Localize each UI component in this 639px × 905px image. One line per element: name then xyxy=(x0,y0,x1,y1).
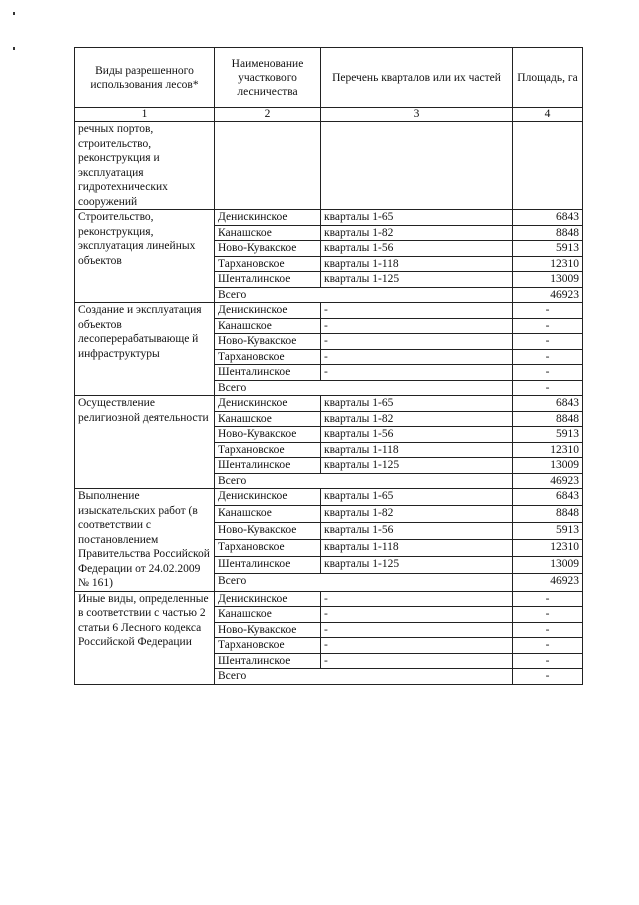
area-value: - xyxy=(513,622,583,638)
area-value: 6843 xyxy=(513,396,583,412)
total-label: Всего xyxy=(215,287,513,303)
quarters-list: - xyxy=(321,591,513,607)
total-area: - xyxy=(513,669,583,685)
forestry-name: Канашское xyxy=(215,225,321,241)
total-area: 46923 xyxy=(513,287,583,303)
table-row xyxy=(75,303,583,319)
forestry-name: Денискинское xyxy=(215,489,321,506)
area-value: - xyxy=(513,607,583,623)
area-value: - xyxy=(513,334,583,350)
header-row xyxy=(75,48,583,108)
area-value: - xyxy=(513,349,583,365)
total-label: Всего xyxy=(215,669,513,685)
area-value: 5913 xyxy=(513,523,583,540)
area-value: 8848 xyxy=(513,225,583,241)
table-body xyxy=(75,122,583,685)
area-value: - xyxy=(513,591,583,607)
quarters-list: кварталы 1-65 xyxy=(321,396,513,412)
activity-type: Осуществление религиозной деятельности xyxy=(75,396,215,489)
forestry-name: Шенталинское xyxy=(215,272,321,288)
forestry-name: Ново-Кувакское xyxy=(215,427,321,443)
area-value: 8848 xyxy=(513,506,583,523)
empty-cell xyxy=(321,122,513,210)
total-label: Всего xyxy=(215,574,513,591)
total-area: - xyxy=(513,380,583,396)
forestry-name: Денискинское xyxy=(215,303,321,319)
quarters-list: - xyxy=(321,365,513,381)
forestry-name: Ново-Кувакское xyxy=(215,523,321,540)
forestry-name: Канашское xyxy=(215,607,321,623)
forestry-name: Ново-Кувакское xyxy=(215,241,321,257)
forestry-name: Ново-Кувакское xyxy=(215,622,321,638)
table-row xyxy=(75,210,583,226)
quarters-list: кварталы 1-65 xyxy=(321,210,513,226)
total-label: Всего xyxy=(215,473,513,489)
area-value: 13009 xyxy=(513,458,583,474)
quarters-list: кварталы 1-118 xyxy=(321,442,513,458)
forestry-name: Денискинское xyxy=(215,591,321,607)
column-number: 1 xyxy=(75,108,215,122)
area-value: 8848 xyxy=(513,411,583,427)
scan-speck-bottom xyxy=(13,47,15,50)
activity-type: Строительство, реконструкция, эксплуатация линейных объектов xyxy=(75,210,215,303)
quarters-list: - xyxy=(321,638,513,654)
area-value: 6843 xyxy=(513,210,583,226)
forestry-name: Тархановское xyxy=(215,349,321,365)
forestry-name: Денискинское xyxy=(215,396,321,412)
area-value: 13009 xyxy=(513,272,583,288)
forestry-name: Канашское xyxy=(215,318,321,334)
area-value: - xyxy=(513,303,583,319)
header-activity: Виды разрешенного использования лесов* xyxy=(75,48,215,108)
activity-type: Иные виды, определенные в соответствии с частью 2 статьи 6 Лесного кодекса Российской Федерации xyxy=(75,591,215,684)
table-row xyxy=(75,396,583,412)
area-value: - xyxy=(513,318,583,334)
quarters-list: - xyxy=(321,622,513,638)
forestry-name: Тархановское xyxy=(215,540,321,557)
quarters-list: - xyxy=(321,653,513,669)
quarters-list: - xyxy=(321,607,513,623)
area-value: - xyxy=(513,653,583,669)
empty-cell xyxy=(513,122,583,210)
table-row xyxy=(75,489,583,506)
quarters-list: кварталы 1-82 xyxy=(321,411,513,427)
forestry-name: Шенталинское xyxy=(215,653,321,669)
column-number: 2 xyxy=(215,108,321,122)
column-number-row xyxy=(75,108,583,122)
area-value: - xyxy=(513,365,583,381)
quarters-list: кварталы 1-56 xyxy=(321,427,513,443)
forestry-name: Тархановское xyxy=(215,638,321,654)
total-area: 46923 xyxy=(513,574,583,591)
quarters-list: кварталы 1-56 xyxy=(321,241,513,257)
header-area: Площадь, га xyxy=(513,48,583,108)
quarters-list: кварталы 1-82 xyxy=(321,506,513,523)
empty-cell xyxy=(215,122,321,210)
quarters-list: кварталы 1-125 xyxy=(321,458,513,474)
quarters-list: кварталы 1-118 xyxy=(321,256,513,272)
forestry-name: Шенталинское xyxy=(215,365,321,381)
quarters-list: - xyxy=(321,318,513,334)
forestry-name: Канашское xyxy=(215,506,321,523)
forestry-name: Канашское xyxy=(215,411,321,427)
forestry-name: Тархановское xyxy=(215,256,321,272)
forestry-name: Тархановское xyxy=(215,442,321,458)
table-row xyxy=(75,591,583,607)
activity-type: Выполнение изыскательских работ (в соответствии с постановлением Правительства Российской Федерации от 24.02.2009 № 161) xyxy=(75,489,215,592)
quarters-list: кварталы 1-118 xyxy=(321,540,513,557)
quarters-list: кварталы 1-125 xyxy=(321,272,513,288)
quarters-list: кварталы 1-82 xyxy=(321,225,513,241)
total-label: Всего xyxy=(215,380,513,396)
area-value: 6843 xyxy=(513,489,583,506)
quarters-list: - xyxy=(321,303,513,319)
area-value: 13009 xyxy=(513,557,583,574)
quarters-list: кварталы 1-56 xyxy=(321,523,513,540)
forestry-name: Шенталинское xyxy=(215,458,321,474)
continuation-row xyxy=(75,122,583,210)
total-area: 46923 xyxy=(513,473,583,489)
column-number: 4 xyxy=(513,108,583,122)
quarters-list: - xyxy=(321,349,513,365)
forestry-name: Денискинское xyxy=(215,210,321,226)
forestry-name: Ново-Кувакское xyxy=(215,334,321,350)
area-value: - xyxy=(513,638,583,654)
quarters-list: кварталы 1-125 xyxy=(321,557,513,574)
quarters-list: кварталы 1-65 xyxy=(321,489,513,506)
forestry-name: Шенталинское xyxy=(215,557,321,574)
area-value: 5913 xyxy=(513,427,583,443)
area-value: 12310 xyxy=(513,540,583,557)
continued-activity-text: речных портов, строительство, реконструкция и эксплуатация гидротехнических сооружений xyxy=(75,122,215,210)
area-value: 12310 xyxy=(513,442,583,458)
quarters-list: - xyxy=(321,334,513,350)
column-number: 3 xyxy=(321,108,513,122)
activity-type: Создание и эксплуатация объектов лесоперерабатывающе й инфраструктуры xyxy=(75,303,215,396)
header-quarters: Перечень кварталов или их частей xyxy=(321,48,513,108)
area-value: 5913 xyxy=(513,241,583,257)
area-value: 12310 xyxy=(513,256,583,272)
forest-use-table xyxy=(74,47,583,685)
scan-speck-top xyxy=(13,12,15,15)
header-forestry: Наименование участкового лесничества xyxy=(215,48,321,108)
